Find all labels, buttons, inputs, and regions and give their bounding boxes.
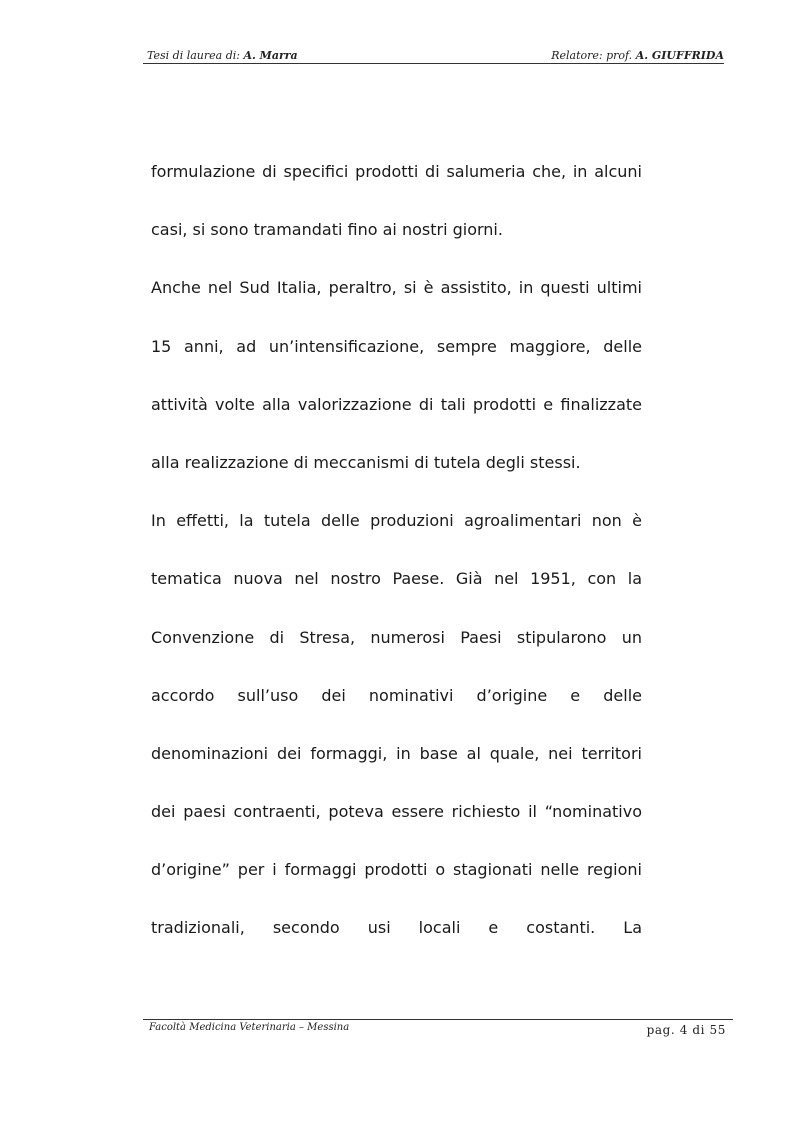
header-supervisor [551, 49, 724, 62]
body-line: accordo sull’uso dei nominativi d’origine e delle [151, 685, 642, 705]
body-line: alla realizzazione di meccanismi di tutela degli stessi. [151, 452, 581, 472]
body-line: casi, si sono tramandati fino ai nostri giorni. [151, 220, 503, 240]
header-supervisor-prefix: Relatore: prof. [551, 49, 636, 62]
footer-rule [143, 1019, 733, 1020]
body-line: dei paesi contraenti, poteva essere richiesto il “nominativo [151, 802, 642, 822]
body-line: denominazioni dei formaggi, in base al quale, nei territori [151, 743, 642, 763]
body-line: d’origine” per i formaggi prodotti o stagionati nelle regioni [151, 860, 642, 880]
body-line: tematica nuova nel nostro Paese. Già nel 1951, con la [151, 569, 642, 589]
body-line: tradizionali, secondo usi locali e costanti. La [151, 918, 642, 938]
header-rule [143, 63, 724, 64]
body-line: Anche nel Sud Italia, peraltro, si è assistito, in questi ultimi [151, 278, 642, 298]
header-author [147, 49, 298, 62]
body-line: Convenzione di Stresa, numerosi Paesi stipularono un [151, 627, 642, 647]
header-author-prefix: Tesi di laurea di: [147, 49, 244, 62]
body-line: 15 anni, ad un’intensificazione, sempre maggiore, delle [151, 336, 642, 356]
footer-faculty: Facoltà Medicina Veterinaria – Messina [149, 1022, 350, 1033]
body-text [151, 143, 642, 958]
header-supervisor-name: A. GIUFFRIDA [635, 49, 724, 62]
header-author-name: A. Marra [243, 49, 298, 62]
body-line: formulazione di specifici prodotti di salumeria che, in alcuni [151, 162, 642, 181]
body-line: attività volte alla valorizzazione di tali prodotti e finalizzate [151, 394, 642, 414]
page-number: pag. 4 di 55 [646, 1023, 726, 1037]
body-line: In effetti, la tutela delle produzioni agroalimentari non è [151, 511, 642, 531]
